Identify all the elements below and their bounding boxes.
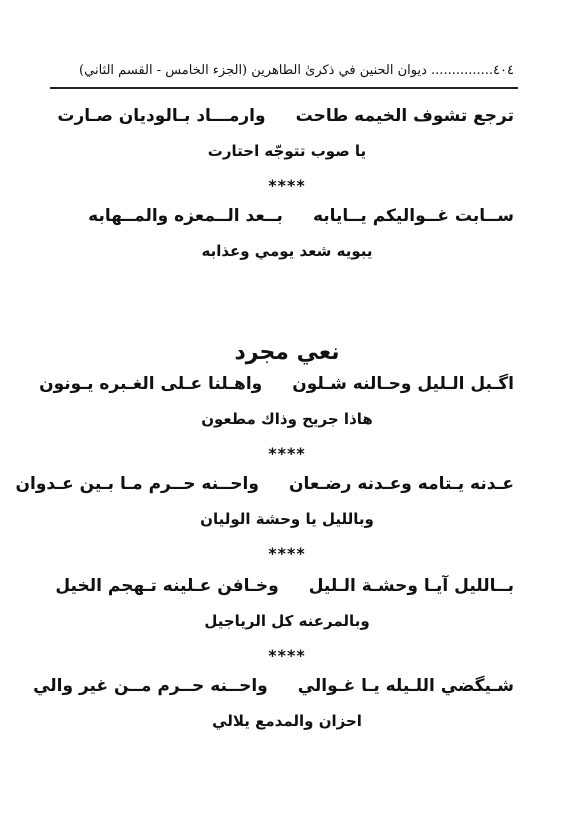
section-title: نعي مجرد [234, 340, 340, 365]
hemistich-left: وخـافن عـلينه تـهجم الخيل [55, 576, 279, 596]
verse-line [39, 374, 514, 394]
hemistich-right: عـدنه يـتامه وعـدنه رضـعان [288, 474, 514, 494]
hemistich-right: ســابت غــواليكم يــايابه [312, 206, 514, 226]
running-title: ديوان الحنين في ذكرىٰ الطاهرين (الجزء الخامس - القسم الثاني) [79, 63, 427, 78]
verse-refrain [60, 410, 514, 428]
refrain-text: وبالليل يا وحشة الوليان [200, 510, 374, 528]
hemistich-left: بــعد الــمعزه والمــهابه [88, 206, 283, 226]
hemistich-right: ترجع تشوف الخيمه طاحت [295, 106, 514, 126]
verse-line [15, 474, 514, 494]
verse-line [33, 676, 514, 696]
refrain-text: هاذا جريح وذاك مطعون [201, 410, 373, 428]
page-header [54, 62, 514, 80]
stanza-separator: **** [268, 544, 306, 563]
stanza-separator: **** [268, 176, 306, 195]
hemistich-right: بــالليل آيـا وحشـة الـليل [308, 576, 514, 596]
refrain-text: يا صوب تتوجّه احتارت [207, 142, 367, 160]
hemistich-left: وارمـــاد بـالوديان صـارت [57, 106, 266, 126]
header-dots: ............... [431, 63, 494, 78]
verse-refrain [60, 510, 514, 528]
hemistich-left: واحــنه حــرم مـا بـين عـدوان [15, 474, 259, 494]
verse-refrain [60, 142, 514, 160]
header-rule [50, 87, 518, 89]
verse-line [60, 206, 514, 226]
verse-line [55, 576, 514, 596]
hemistich-left: واهـلنا عـلى الغـبره يـونون [39, 374, 263, 394]
stanza-separator: **** [268, 444, 306, 463]
stanza-separator: **** [268, 646, 306, 665]
verse-refrain [60, 612, 514, 630]
hemistich-left: واحــنه حــرم مــن غير والي [33, 676, 268, 696]
refrain-text: احزان والمدمع يلالي [212, 712, 362, 730]
refrain-text: وبالمرعنه كل الرياجيل [204, 612, 370, 630]
hemistich-right: شـيگضي اللـيله يـا غـوالي [297, 676, 514, 696]
verse-refrain [60, 242, 514, 260]
hemistich-right: اگـبل الـليل وحـالنه شـلون [292, 374, 514, 394]
page-number: ٤٠٤ [493, 63, 514, 78]
verse-refrain [60, 712, 514, 730]
verse-line [57, 106, 514, 126]
refrain-text: يبويه شعد يومي وعذابه [201, 242, 373, 260]
